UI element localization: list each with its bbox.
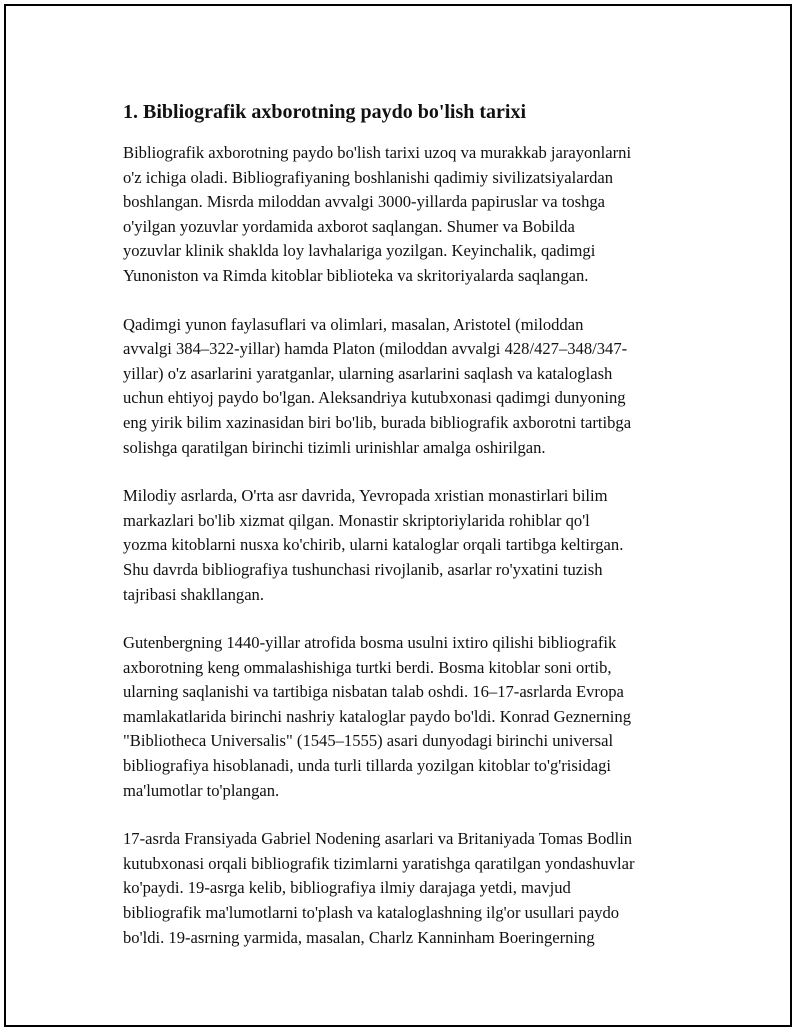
text-line: ularning saqlanishi va tartibiga nisbatan talab oshdi. 16–17-asrlarda Evropa (123, 682, 624, 702)
text-line: Qadimgi yunon faylasuflari va olimlari, masalan, Aristotel (miloddan (123, 314, 584, 334)
text-line: yozma kitoblarni nusxa ko'chirib, ularni kataloglar orqali tartibga keltirgan. (123, 535, 624, 555)
paragraph (123, 631, 697, 803)
paragraph (123, 484, 697, 607)
text-line: eng yirik bilim xazinasidan biri bo'lib, burada bibliografik axborotni tartibga (123, 412, 632, 432)
paragraph (123, 827, 697, 950)
text-line: Gutenbergning 1440-yillar atrofida bosma usulni ixtiro qilishi bibliografik (123, 633, 617, 653)
text-line: avvalgi 384–322-yillar) hamda Platon (miloddan avvalgi 428/427–348/347- (123, 339, 628, 359)
text-line: o'yilgan yozuvlar yordamida axborot saqlangan. Shumer va Bobilda (123, 216, 575, 236)
text-line: bibliografiya hisoblanadi, unda turli tillarda yozilgan kitoblar to'g'risidagi (123, 756, 612, 776)
page-frame (4, 4, 792, 1027)
text-line: yillar) o'z asarlarini yaratganlar, ularning asarlarini saqlash va kataloglash (123, 363, 613, 383)
text-line: markazlari bo'lib xizmat qilgan. Monastir skriptoriylarida rohiblar qo'l (123, 510, 590, 530)
paragraph (123, 141, 697, 289)
text-line: ma'lumotlar to'plangan. (123, 780, 280, 800)
text-line: "Bibliotheca Universalis" (1545–1555) asari dunyodagi birinchi universal (123, 731, 614, 751)
text-line: Milodiy asrlarda, O'rta asr davrida, Yevropada xristian monastirlari bilim (123, 486, 608, 506)
text-line: boshlangan. Misrda miloddan avvalgi 3000-yillarda papiruslar va toshga (123, 192, 606, 212)
text-line: 17-asrda Fransiyada Gabriel Nodening asarlari va Britaniyada Tomas Bodlin (123, 829, 633, 849)
text-line: bibliografik ma'lumotlarni to'plash va kataloglashning ilg'or usullari paydo (123, 903, 620, 923)
text-line: Yunoniston va Rimda kitoblar biblioteka va skritoriyalarda saqlangan. (123, 265, 589, 285)
text-line: solishga qaratilgan birinchi tizimli urinishlar amalga oshirilgan. (123, 437, 546, 457)
text-line: mamlakatlarida birinchi nashriy kataloglar paydo bo'ldi. Konrad Geznerning (123, 706, 632, 726)
text-line: bo'ldi. 19-asrning yarmida, masalan, Charlz Kanninham Boeringerning (123, 927, 595, 947)
text-line: uchun ehtiyoj paydo bo'lgan. Aleksandriya kutubxonasi qadimgi dunyoning (123, 388, 626, 408)
paragraph (123, 313, 697, 461)
text-line: ko'paydi. 19-asrga kelib, bibliografiya ilmiy darajaga yetdi, mavjud (123, 878, 571, 898)
text-line: Bibliografik axborotning paydo bo'lish tarixi uzoq va murakkab jarayonlarni (123, 143, 632, 162)
text-line: yozuvlar klinik shaklda loy lavhalariga yozilgan. Keyinchalik, qadimgi (123, 241, 596, 261)
text-line: kutubxonasi orqali bibliografik tizimlarni yaratishga qaratilgan yondashuvlar (123, 853, 635, 873)
document-body (123, 100, 697, 974)
text-line: tajribasi shakllangan. (123, 584, 265, 604)
text-line: o'z ichiga oladi. Bibliografiyaning boshlanishi qadimiy sivilizatsiyalardan (123, 167, 614, 187)
text-line: axborotning keng ommalashishiga turtki berdi. Bosma kitoblar soni ortib, (123, 657, 612, 677)
paragraph-list (123, 141, 697, 950)
page-title: 1. Bibliografik axborotning paydo bo'lish tarixi (123, 101, 527, 123)
text-line: Shu davrda bibliografiya tushunchasi rivojlanib, asarlar ro'yxatini tuzish (123, 559, 603, 579)
